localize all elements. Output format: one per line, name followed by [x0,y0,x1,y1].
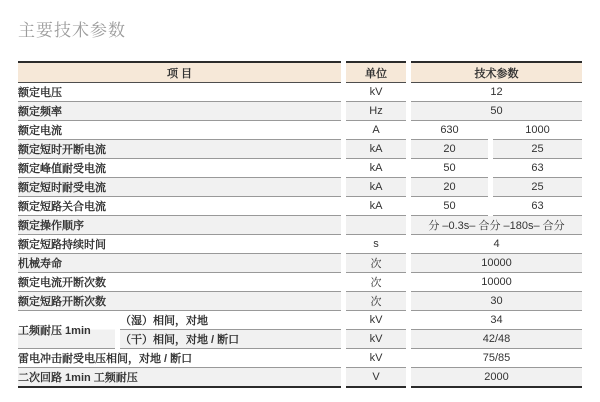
param-value-b: 25 [493,178,582,197]
param-unit: V [346,368,406,388]
param-unit: kA [346,178,406,197]
table-row [18,102,582,121]
param-name: 额定峰值耐受电流 [18,159,341,178]
param-name: 额定操作顺序 [18,216,341,235]
table-row [18,349,582,368]
param-value: 10000 [411,273,582,292]
table-row [18,216,582,235]
param-value: 分 –0.3s– 合分 –180s– 合分 [411,216,582,235]
param-unit [346,216,406,235]
param-value-a: 630 [411,121,488,140]
param-name: 额定电压 [18,83,341,102]
param-unit: Hz [346,102,406,121]
param-value-a: 50 [411,197,488,216]
param-unit: A [346,121,406,140]
param-unit: kA [346,159,406,178]
param-unit: kV [346,311,406,330]
param-unit: kA [346,197,406,216]
table-row [18,197,582,216]
param-value-b: 25 [493,140,582,159]
param-value: 2000 [411,368,582,388]
param-value: 34 [411,311,582,330]
param-value: 42/48 [411,330,582,349]
param-unit: kV [346,349,406,368]
param-value-a: 20 [411,178,488,197]
param-value-b: 63 [493,159,582,178]
header-value: 技术参数 [411,61,582,83]
param-value: 10000 [411,254,582,273]
param-name: （湿）相间，对地 [120,311,341,330]
header-row [18,61,582,83]
param-unit: s [346,235,406,254]
table-row [18,292,582,311]
param-name: 额定短路开断次数 [18,292,341,311]
param-value: 12 [411,83,582,102]
table-row [18,368,582,388]
param-name: 额定短时耐受电流 [18,178,341,197]
param-name: 额定短路关合电流 [18,197,341,216]
param-name: 额定频率 [18,102,341,121]
param-group-name: 工频耐压 1min [18,311,115,349]
param-unit: 次 [346,254,406,273]
param-value: 50 [411,102,582,121]
table-row [18,140,582,159]
param-unit: kV [346,83,406,102]
param-name: 额定短时开断电流 [18,140,341,159]
param-unit: 次 [346,273,406,292]
param-name: 机械寿命 [18,254,341,273]
param-name: 雷电冲击耐受电压相间，对地 / 断口 [18,349,341,368]
param-name: 额定电流 [18,121,341,140]
param-name: （干）相间，对地 / 断口 [120,330,341,349]
page-title: 主要技术参数 [18,21,126,40]
table-row [18,121,582,140]
param-name: 二次回路 1min 工频耐压 [18,368,341,388]
param-unit: 次 [346,292,406,311]
param-value: 75/85 [411,349,582,368]
table-row [18,83,582,102]
table-row [18,178,582,197]
table-row [18,235,582,254]
param-value-b: 63 [493,197,582,216]
param-name: 额定短路持续时间 [18,235,341,254]
param-unit: kV [346,330,406,349]
header-unit: 单位 [346,61,406,83]
param-value: 4 [411,235,582,254]
param-value-b: 1000 [493,121,582,140]
spec-table [13,61,587,388]
param-name: 额定电流开断次数 [18,273,341,292]
table-row [18,311,582,330]
table-row [18,159,582,178]
header-item: 项 目 [18,61,341,83]
table-row [18,273,582,292]
param-value-a: 50 [411,159,488,178]
param-value: 30 [411,292,582,311]
param-value-a: 20 [411,140,488,159]
param-unit: kA [346,140,406,159]
table-row [18,254,582,273]
